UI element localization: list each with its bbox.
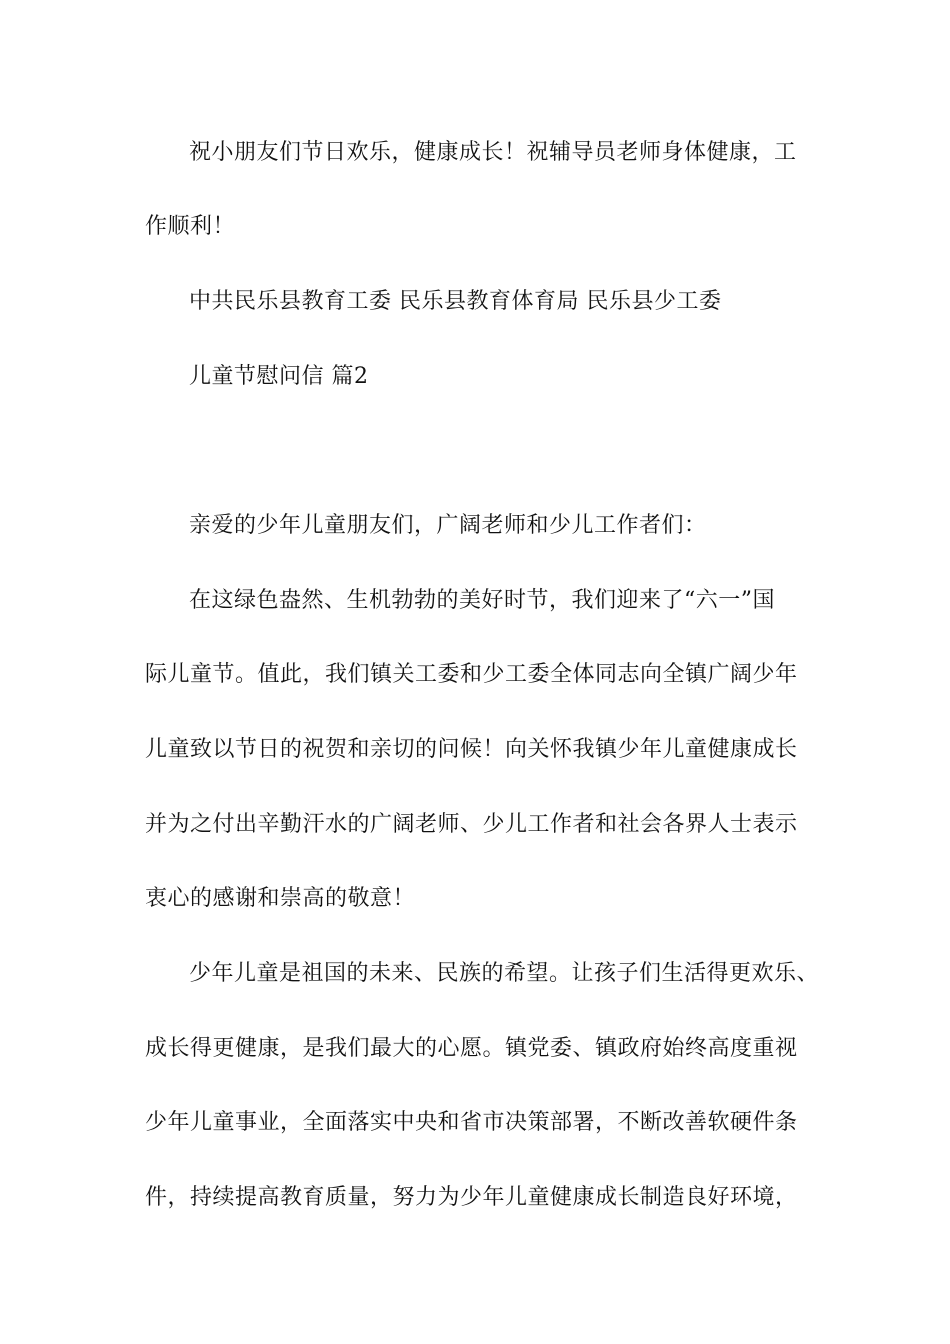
paragraph-line: 在这绿色盎然、生机勃勃的美好时节，我们迎来了“六一”国 xyxy=(189,588,775,613)
paragraph-line: 少年儿童是祖国的未来、民族的希望。让孩子们生活得更欢乐、 xyxy=(189,961,820,986)
paragraph-line: 作顺利！ xyxy=(145,214,236,239)
paragraph-line: 际儿童节。值此，我们镇关工委和少工委全体同志向全镇广阔少年 xyxy=(145,662,798,687)
salutation: 亲爱的少年儿童朋友们，广阔老师和少儿工作者们： xyxy=(189,513,707,538)
paragraph-line: 少年儿童事业，全面落实中央和省市决策部署，不断改善软硬件条 xyxy=(145,1110,798,1135)
paragraph-line: 成长得更健康，是我们最大的心愿。镇党委、镇政府始终高度重视 xyxy=(145,1036,798,1061)
paragraph-line: 祝小朋友们节日欢乐，健康成长！祝辅导员老师身体健康，工 xyxy=(189,140,797,165)
paragraph-line: 并为之付出辛勤汗水的广阔老师、少儿工作者和社会各界人士表示 xyxy=(145,812,798,837)
paragraph-line: 件，持续提高教育质量，努力为少年儿童健康成长制造良好环境， xyxy=(145,1185,798,1210)
section-title: 儿童节慰问信 篇2 xyxy=(189,364,369,389)
paragraph-line: 衷心的感谢和崇高的敬意！ xyxy=(145,886,416,911)
paragraph-line: 儿童致以节日的祝贺和亲切的问候！向关怀我镇少年儿童健康成长 xyxy=(145,737,798,762)
signature-line: 中共民乐县教育工委 民乐县教育体育局 民乐县少工委 xyxy=(189,289,722,314)
